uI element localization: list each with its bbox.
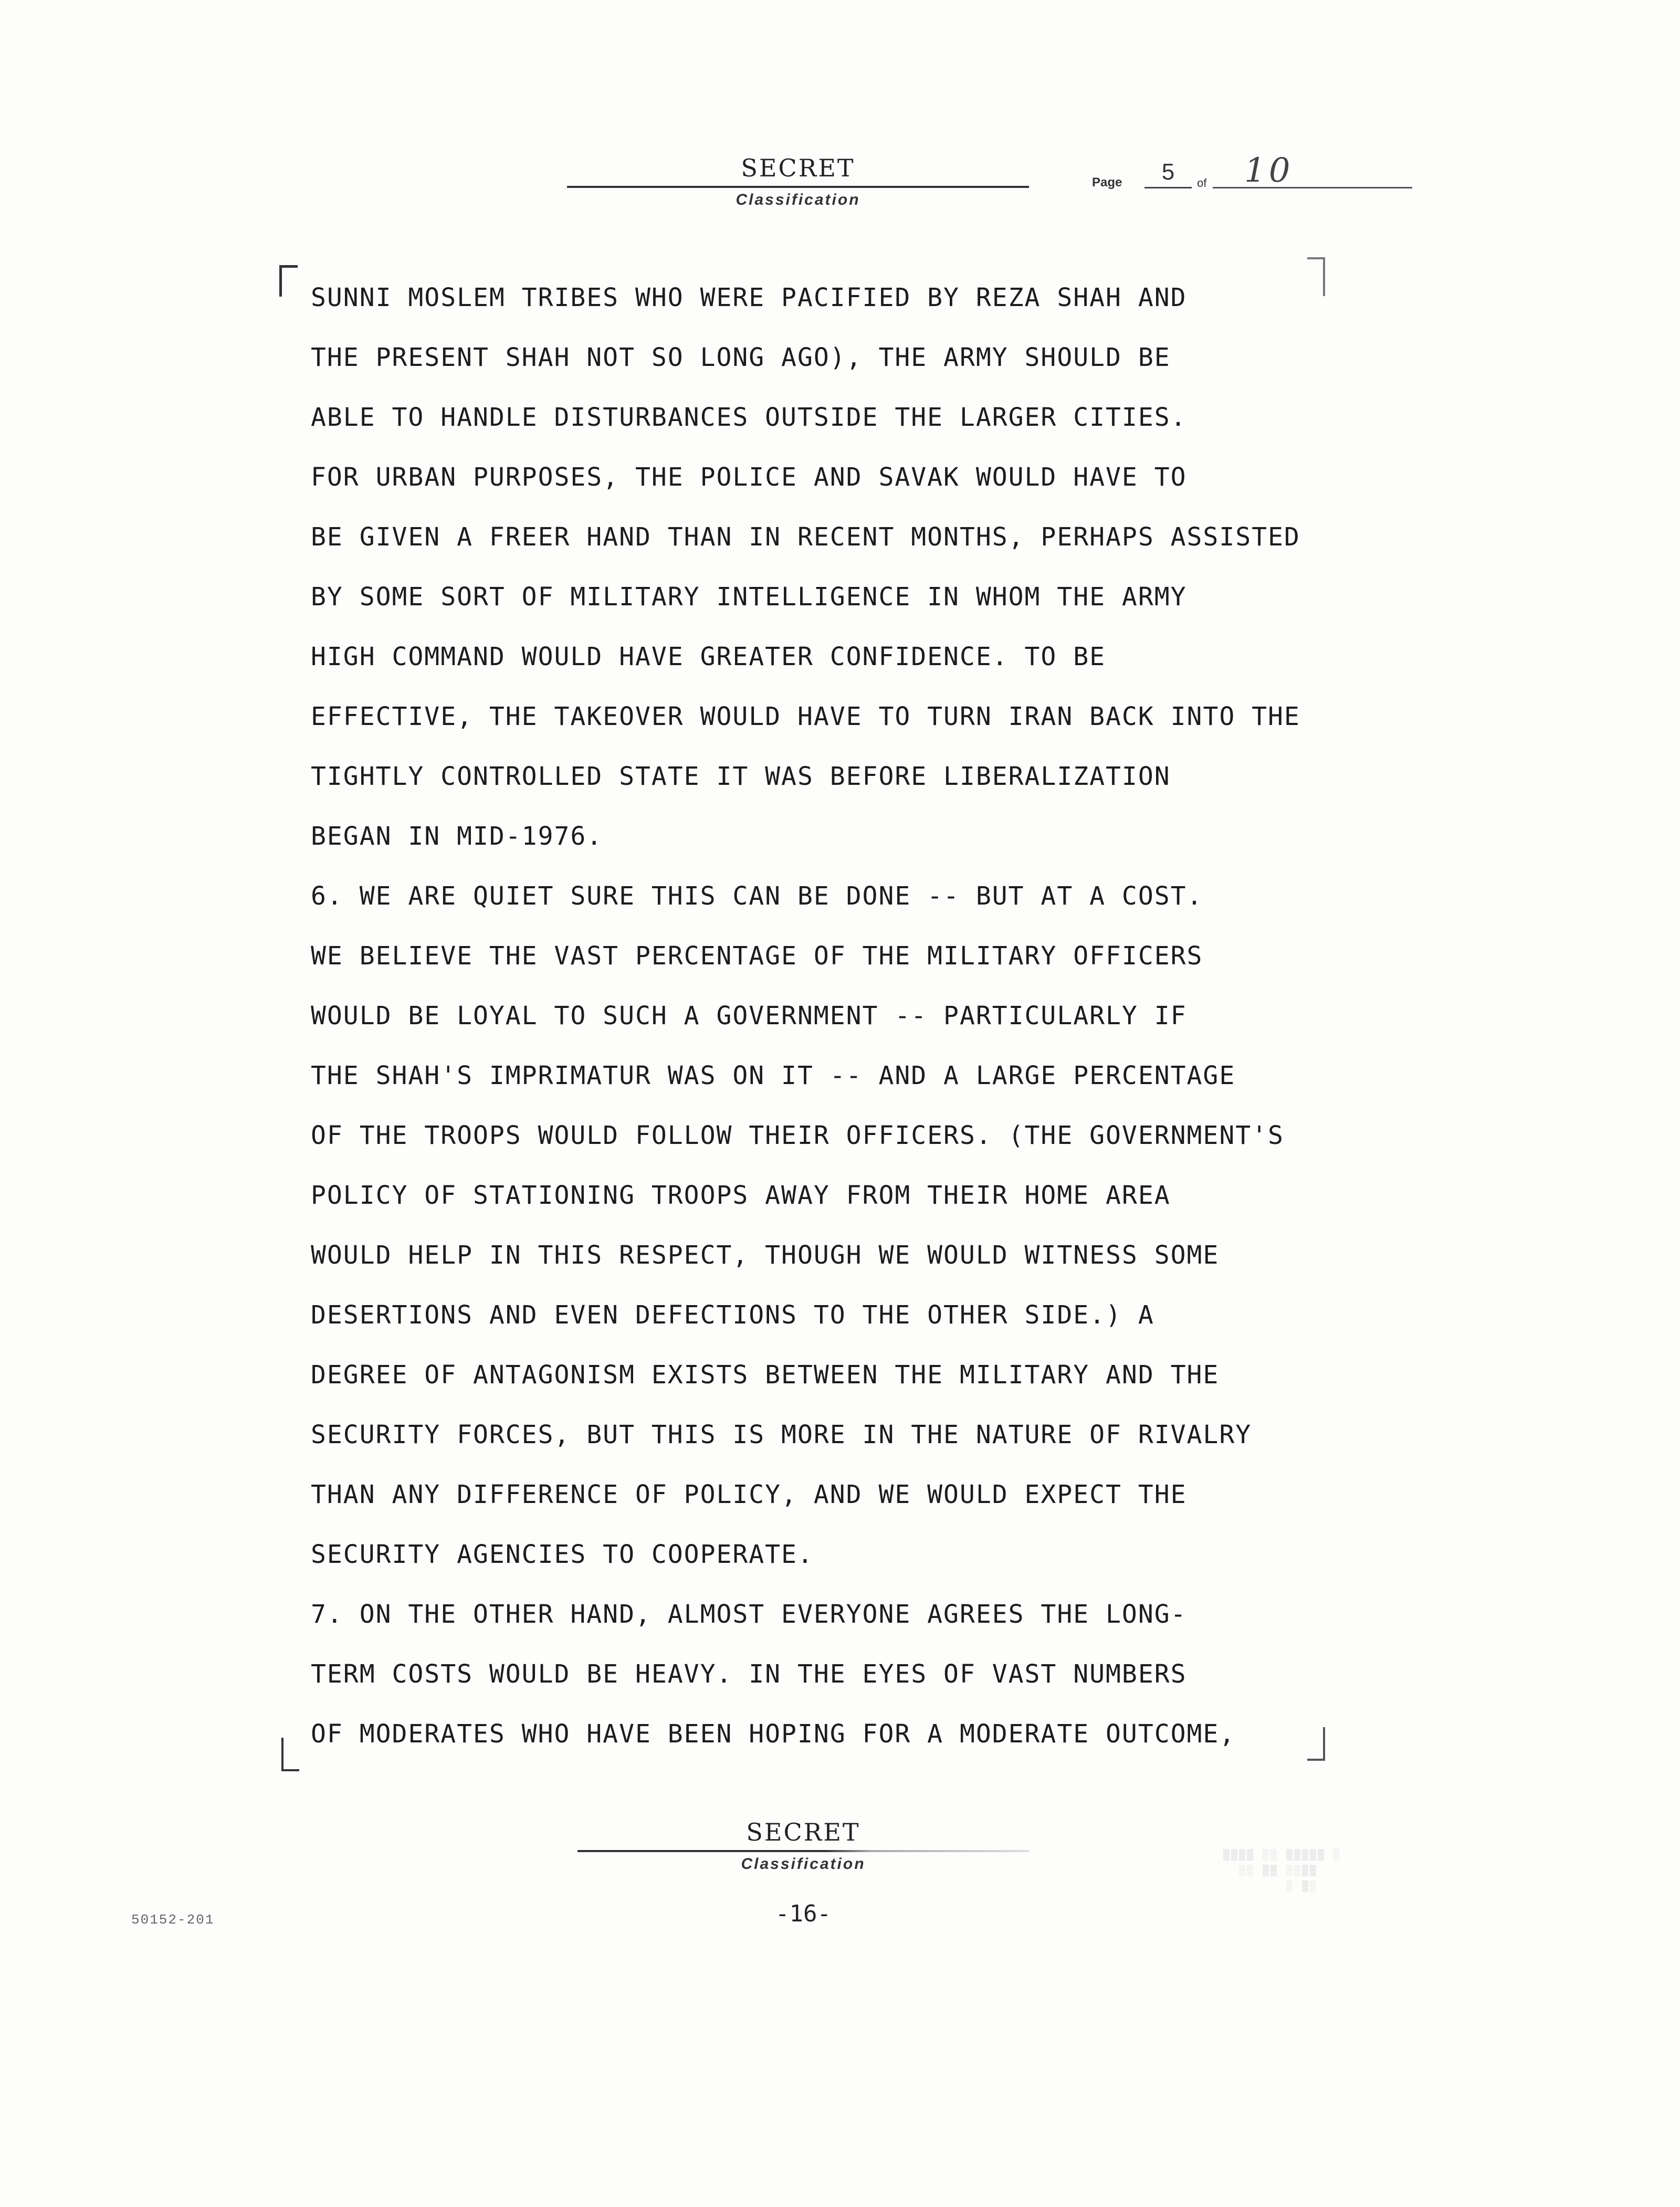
classification-rule [567, 186, 1029, 188]
bracket-top-left [279, 265, 298, 297]
text-line: BE GIVEN A FREER HAND THAN IN RECENT MONTHS, PERHAPS ASSISTED [311, 522, 1300, 552]
header-classification [567, 152, 1029, 209]
text-line: WE BELIEVE THE VAST PERCENTAGE OF THE MILITARY OFFICERS [311, 941, 1203, 971]
faint-stamp [1223, 1848, 1454, 1895]
text-line: EFFECTIVE, THE TAKEOVER WOULD HAVE TO TURN IRAN BACK INTO THE [311, 702, 1300, 731]
classification-caption: Classification [736, 191, 860, 208]
text-line: POLICY OF STATIONING TROOPS AWAY FROM THEIR HOME AREA [311, 1181, 1171, 1210]
footer-classification [578, 1816, 1029, 1873]
page-header [567, 152, 1438, 220]
text-line: WOULD HELP IN THIS RESPECT, THOUGH WE WOULD WITNESS SOME [311, 1241, 1220, 1270]
text-line: THE PRESENT SHAH NOT SO LONG AGO), THE ARMY SHOULD BE [311, 343, 1171, 372]
text-line: SECURITY AGENCIES TO COOPERATE. [311, 1540, 814, 1569]
text-line: OF THE TROOPS WOULD FOLLOW THEIR OFFICERS. (THE GOVERNMENT'S [311, 1121, 1284, 1150]
text-line: 6. WE ARE QUIET SURE THIS CAN BE DONE -- BUT AT A COST. [311, 881, 1203, 911]
text-line: ABLE TO HANDLE DISTURBANCES OUTSIDE THE LARGER CITIES. [311, 403, 1187, 432]
text-line: TIGHTLY CONTROLLED STATE IT WAS BEFORE LIBERALIZATION [311, 762, 1171, 791]
faint-stamp-mark-3: ░ ▒░ [1223, 1881, 1318, 1893]
footer-classification-marking: SECRET [746, 1818, 860, 1846]
classification-marking: SECRET [741, 154, 855, 182]
text-line: THE SHAH'S IMPRIMATUR WAS ON IT -- AND A LARGE PERCENTAGE [311, 1061, 1236, 1090]
text-line: OF MODERATES WHO HAVE BEEN HOPING FOR A MODERATE OUTCOME, [311, 1719, 1236, 1749]
text-line: WOULD BE LOYAL TO SUCH A GOVERNMENT -- PARTICULARLY IF [311, 1001, 1187, 1031]
page-number-field: 5 [1144, 157, 1192, 188]
text-line: FOR URBAN PURPOSES, THE POLICE AND SAVAK WOULD HAVE TO [311, 463, 1187, 492]
text-line: BEGAN IN MID-1976. [311, 822, 603, 851]
text-line: SUNNI MOSLEM TRIBES WHO WERE PACIFIED BY REZA SHAH AND [311, 283, 1187, 312]
text-line: TERM COSTS WOULD BE HEAVY. IN THE EYES OF VAST NUMBERS [311, 1659, 1187, 1689]
faint-stamp-mark-2: ░░ ▒▒ ░░▒▒ [1223, 1865, 1318, 1877]
text-line: 7. ON THE OTHER HAND, ALMOST EVERYONE AGREES THE LONG- [311, 1600, 1187, 1629]
bracket-bottom-left [281, 1738, 299, 1771]
page-label: Page [1092, 175, 1122, 190]
text-line: DESERTIONS AND EVEN DEFECTIONS TO THE OTHER SIDE.) A [311, 1300, 1154, 1330]
text-line: BY SOME SORT OF MILITARY INTELLIGENCE IN WHOM THE ARMY [311, 582, 1187, 612]
faint-stamp-mark: ▒▒▒▒ ░░ ▒▒▒▒▒ ░ [1223, 1849, 1342, 1862]
text-line: HIGH COMMAND WOULD HAVE GREATER CONFIDENCE. TO BE [311, 642, 1106, 671]
body-text [311, 268, 1413, 1764]
page-reference [1040, 151, 1438, 199]
form-number: 50152-201 [131, 1912, 215, 1928]
page-number: -16- [775, 1900, 831, 1927]
total-pages-handwritten: 10 [1213, 154, 1412, 188]
footer-classification-caption: Classification [741, 1855, 866, 1873]
footer-classification-rule [578, 1850, 1029, 1852]
text-line: THAN ANY DIFFERENCE OF POLICY, AND WE WOULD EXPECT THE [311, 1480, 1187, 1509]
text-line: DEGREE OF ANTAGONISM EXISTS BETWEEN THE MILITARY AND THE [311, 1360, 1220, 1390]
of-label: of [1197, 176, 1207, 190]
text-line: SECURITY FORCES, BUT THIS IS MORE IN THE NATURE OF RIVALRY [311, 1420, 1252, 1449]
